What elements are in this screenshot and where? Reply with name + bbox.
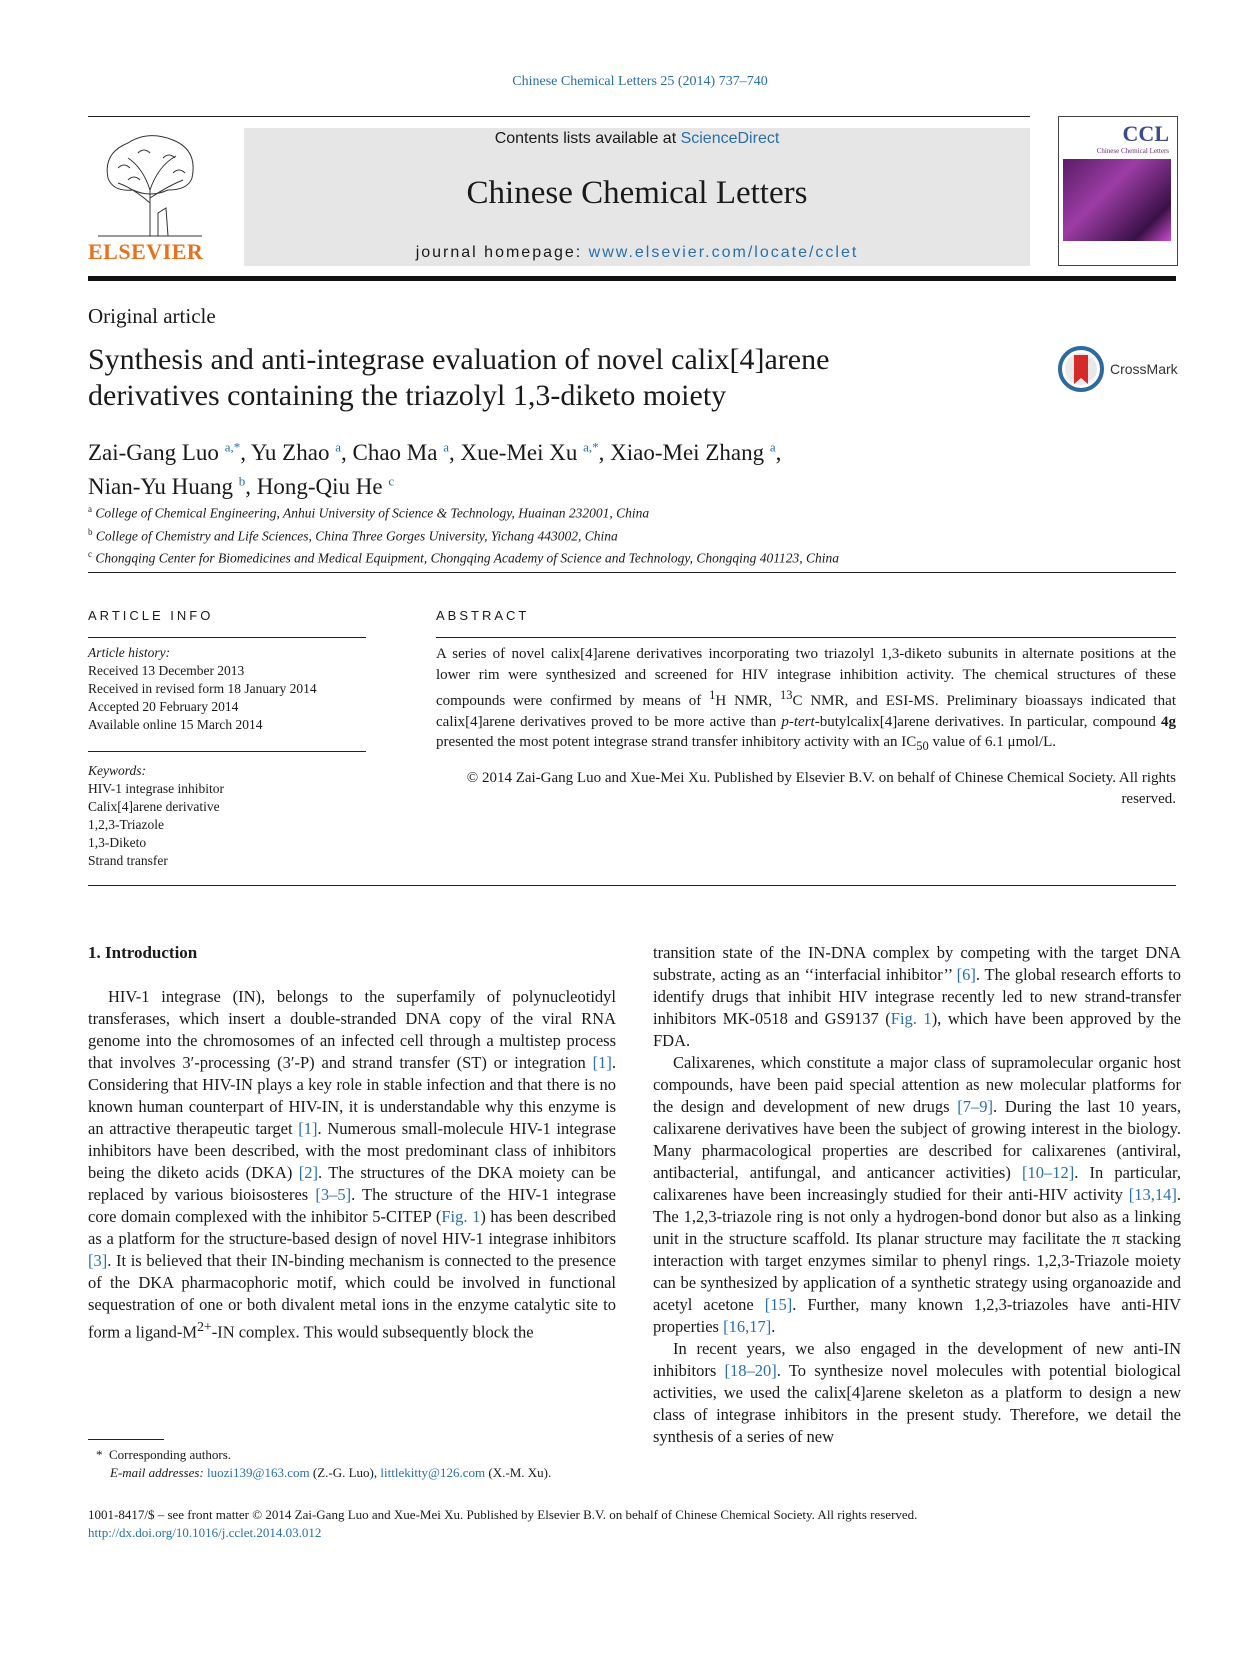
elsevier-logo — [88, 128, 218, 268]
author: Yu Zhao $^a$, — [250, 439, 353, 465]
email-link[interactable]: luozi139@163.com — [207, 1465, 310, 1480]
email-link[interactable]: littlekitty@126.com — [380, 1465, 486, 1480]
sciencedirect-link[interactable]: ScienceDirect — [680, 130, 780, 147]
keywords-label: Keywords: — [88, 763, 146, 778]
article-title — [88, 342, 988, 414]
crossmark-label: CrossMark — [1110, 361, 1178, 377]
history-item: Received 13 December 2013 — [88, 663, 245, 678]
contents-availability: Contents lists available at ScienceDirect — [494, 130, 780, 147]
figure-link[interactable]: Fig. 1 — [890, 1009, 932, 1028]
abstract-heading: ABSTRACT — [436, 608, 530, 623]
journal-homepage: journal homepage: www.elsevier.com/locate/cclet — [415, 244, 859, 261]
front-matter-line: 1001-8417/$ – see front matter © 2014 Zai-Gang Luo and Xue-Mei Xu. Published by Elsevier B.V. on behalf of Chinese Chemical Society. All rights reserved. — [88, 1507, 918, 1522]
history-item: Available online 15 March 2014 — [88, 717, 263, 732]
abstract-text: A series of novel calix[4]arene derivatives incorporating two triazolyl 1,3-diketo subunits in alternate positions at the lower rim were synthesized and screened for HIV integrase inhibition activity. The chemical structures of these compounds were confirmed by means of $^1$H NMR, $^{13}$C NMR, and ESI-MS. Preliminary bioassays indicated that calix[4]arene derivatives proved to be more active than p-tert-butylcalix[4]arene derivatives. In particular, compound 4g presented the most potent integrase strand transfer inhibitory activity with an $IC_{50}$ value of 6.1 μmol/L. — [436, 646, 1177, 753]
author: Xue-Mei Xu $^{a,*}$, — [460, 439, 611, 465]
crossmark-icon — [1058, 346, 1104, 392]
ref-link[interactable]: [7–9] — [957, 1097, 993, 1116]
keyword: HIV-1 integrase inhibitor — [88, 781, 224, 796]
journal-banner — [244, 128, 1030, 266]
ref-link[interactable]: [1] — [298, 1119, 318, 1138]
email-note: E-mail addresses: luozi139@163.com (Z.-G. Luo), littlekitty@126.com (X.-M. Xu). — [110, 1465, 552, 1480]
ref-link[interactable]: [18–20] — [724, 1361, 777, 1380]
ref-link[interactable]: [15] — [764, 1295, 793, 1314]
cover-abbr: CCL — [1122, 121, 1169, 146]
cover-subtitle: Chinese Chemical Letters — [1096, 147, 1169, 155]
elsevier-wordmark: ELSEVIER — [88, 239, 204, 264]
section-rule — [88, 572, 1176, 573]
affiliation: $^c$ Chongqing Center for Biomedicines and Medical Equipment, Chongqing Academy of Science and Technology, Chongqing 401123, China — [88, 549, 840, 566]
title-line-2: derivatives containing the triazolyl 1,3-diketo moiety — [88, 379, 727, 412]
paragraph: transition state of the IN-DNA complex by competing with the target DNA substrate, acting as an ‘‘interfacial inhibitor’’ [6]. The global research efforts to identify drugs that inhibit HIV integrase recently led to new strand-transfer inhibitors MK-0518 and GS9137 (Fig. 1), which have been approved by the FDA. — [653, 943, 1182, 1050]
abstract-copyright: © 2014 Zai-Gang Luo and Xue-Mei Xu. Published by Elsevier B.V. on behalf of Chinese Chemical Society. All rights reserved. — [466, 770, 1176, 807]
affiliation: $^b$ College of Chemistry and Life Sciences, China Three Gorges University, Yichang 443002, China — [88, 526, 618, 543]
ref-link[interactable]: [1] — [592, 1053, 612, 1072]
title-line-1: Synthesis and anti-integrase evaluation of novel calix[4]arene — [88, 343, 830, 376]
author: Nian-Yu Huang $^b$, — [88, 473, 257, 500]
paragraph: Calixarenes, which constitute a major class of supramolecular organic host compounds, have been paid special attention as new molecular platforms for the design and development of new drugs [7–9]. During the last 10 years, calixarene derivatives have been the subject of growing interest in the biology. Many pharmacological properties are described for calixarenes (antiviral, antibacterial, antifungal, and anticancer activities) [10–12]. In particular, calixarenes have been increasingly studied for their anti-HIV activity [13,14]. The 1,2,3-triazole ring is not only a hydrogen-bond donor but also as a linking unit in the structure scaffold. Its planar structure may facilitate the π stacking interaction with target enzymes similar to phenyl rings. 1,2,3-Triazole moiety can be synthesized by application of a synthetic strategy using organoazide and acetyl acetone [15]. Further, many known 1,2,3-triazoles have anti-HIV properties [16,17]. — [653, 1053, 1181, 1336]
article-info-heading: ARTICLE INFO — [88, 608, 214, 623]
article-type: Original article — [88, 304, 216, 328]
ref-link[interactable]: [6] — [956, 965, 976, 984]
keywords-rule — [88, 751, 366, 752]
author: Hong-Qiu He $^c$ — [256, 473, 395, 500]
affiliations — [88, 500, 839, 568]
history-label: Article history: — [88, 645, 171, 660]
section-rule — [88, 885, 1176, 886]
history-item: Accepted 20 February 2014 — [88, 699, 239, 714]
paragraph: HIV-1 integrase (IN), belongs to the superfamily of polynucleotidyl transferases, which insert a double-stranded DNA copy of the viral RNA genome into the chromosomes of an infected cell through a multistep process that involves 3′-processing (3′-P) and strand transfer (ST) or integration [1]. Considering that HIV-IN plays a key role in stable infection and that there is no known human counterpart of HIV-IN, it is understandable why this enzyme is an attractive therapeutic target [1]. Numerous small-molecule HIV-1 integrase inhibitors have been described, with the most predominant class of inhibitors being the diketo acids (DKA) [2]. The structures of the DKA moiety can be replaced by various bioisosteres [3–5]. The structure of the HIV-1 integrase core domain complexed with the inhibitor 5-CITEP (Fig. 1) has been described as a platform for the structure-based design of novel HIV-1 integrase inhibitors [3]. It is believed that their IN-binding mechanism is connected to the presence of the DKA pharmacophoric motif, which could be involved in functional sequestration of one or both divalent metal ions in the enzyme catalytic site to form a ligand-$M^{2+}-IN$ complex. This would subsequently block the — [88, 987, 617, 1342]
article-history — [88, 644, 317, 734]
keyword: 1,3-Diketo — [88, 835, 147, 850]
intro-heading: 1. Introduction — [88, 943, 198, 962]
keywords — [88, 762, 224, 870]
author: Xiao-Mei Zhang $^a$, — [610, 439, 782, 465]
author: Chao Ma $^a$, — [352, 439, 461, 465]
paragraph: In recent years, we also engaged in the development of new anti-IN inhibitors [18–20]. To synthesize novel molecules with potential biological activities, we used the calix[4]arene skeleton as a platform to design a new class of integrase inhibitors in the present study. Therefore, we detail the synthesis of a series of new — [653, 1339, 1181, 1446]
ref-link[interactable]: [13,14] — [1128, 1185, 1177, 1204]
figure-link[interactable]: Fig. 1 — [441, 1207, 481, 1226]
journal-citation[interactable]: Chinese Chemical Letters 25 (2014) 737–740 — [512, 74, 768, 89]
homepage-link[interactable]: www.elsevier.com/locate/cclet — [588, 244, 859, 261]
keyword: Strand transfer — [88, 853, 168, 868]
info-rule — [88, 637, 366, 638]
history-item: Received in revised form 18 January 2014 — [88, 681, 317, 696]
footnote — [88, 1446, 551, 1482]
author-list — [88, 432, 1148, 501]
cover-image — [1063, 159, 1171, 241]
footnote-rule — [88, 1439, 164, 1440]
column-right — [653, 942, 1181, 1448]
keyword: 1,2,3-Triazole — [88, 817, 164, 832]
ref-link[interactable]: [3] — [88, 1251, 108, 1270]
page-footer — [88, 1506, 917, 1542]
doi-link[interactable]: http://dx.doi.org/10.1016/j.cclet.2014.03.012 — [88, 1525, 322, 1540]
crossmark-button[interactable] — [1058, 346, 1178, 392]
journal-title: Chinese Chemical Letters — [466, 175, 808, 211]
ref-link[interactable]: [3–5] — [315, 1185, 352, 1204]
ref-link[interactable]: [10–12] — [1021, 1163, 1075, 1182]
journal-cover — [1058, 116, 1178, 266]
ref-link[interactable]: [2] — [298, 1163, 319, 1182]
header-thick-rule — [88, 276, 1176, 281]
ref-link[interactable]: [16,17] — [723, 1317, 772, 1336]
author: Zai-Gang Luo $^{a,*}$, — [88, 439, 251, 465]
affiliation: $^a$ College of Chemical Engineering, Anhui University of Science & Technology, Huainan 232001, China — [88, 504, 650, 521]
column-left — [88, 942, 616, 1344]
header-rule — [88, 116, 1030, 117]
elsevier-tree-icon — [88, 128, 212, 238]
corresponding-note: * Corresponding authors. — [96, 1447, 232, 1462]
abstract-rule — [436, 637, 1176, 638]
keyword: Calix[4]arene derivative — [88, 799, 220, 814]
